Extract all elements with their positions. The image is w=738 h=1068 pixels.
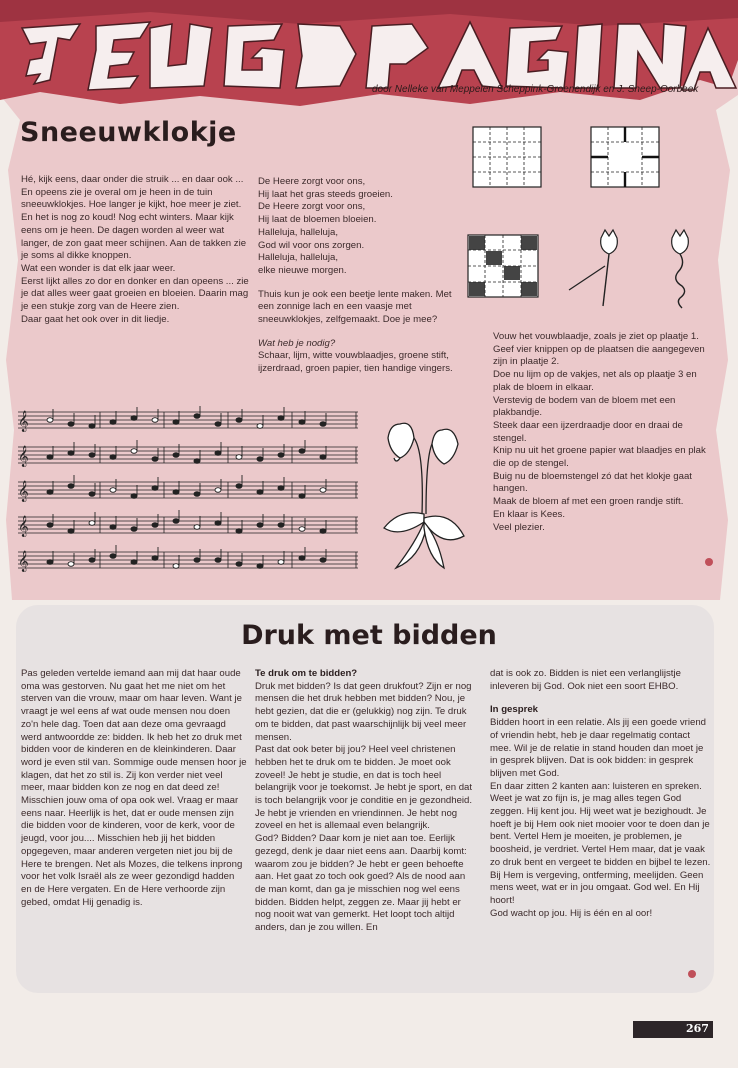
paragraph: Thuis kun je ook een beetje lente maken. Met een zonnige lach en een vaasje met sneeuwklokjes, zelfgemaakt. Doe je mee? <box>258 288 452 326</box>
end-dot <box>705 558 713 566</box>
song-line: Halleluja, halleluja, <box>258 226 338 238</box>
note-head <box>173 453 179 458</box>
paragraph: God wacht op jou. Hij is één en al oor! <box>490 907 653 919</box>
note-head <box>110 455 116 460</box>
flower-stem-diagram-5 <box>660 228 704 310</box>
note-head <box>89 453 95 458</box>
note-head <box>299 420 305 425</box>
fold-diagram-1 <box>472 126 542 188</box>
article2-column-3 <box>490 668 712 920</box>
note-head <box>194 414 200 419</box>
note-head <box>215 422 221 427</box>
note-head <box>215 451 221 456</box>
note-head <box>257 523 263 528</box>
byline: door Nelleke van Meppelen Scheppink-Groenendijk en J. Sneep-Oorbeek <box>372 84 699 95</box>
note-head <box>47 490 53 495</box>
note-head <box>47 455 53 460</box>
flower-stem-diagram-4 <box>565 228 635 310</box>
note-head <box>110 554 116 559</box>
note-head <box>68 529 74 534</box>
instruction: Geef vier knippen op de plaatsen die aangegeven zijn in plaatje 2. <box>493 343 705 368</box>
note-head <box>173 420 179 425</box>
note-head <box>173 564 179 569</box>
note-head <box>89 558 95 563</box>
note-head <box>257 564 263 569</box>
note-head <box>131 449 137 454</box>
note-head <box>89 492 95 497</box>
page-number: 267 <box>686 1022 709 1035</box>
treble-clef: 𝄞 <box>18 481 29 502</box>
paragraph: Hé, kijk eens, daar onder die struik ... en daar ook ... En opeens zie je overal om je heen in de tuin sneeuwklokjes. Hoe langer je kijkt, hoe meer je ziet. En het is nog zo koud! Nog echt winters. Maar kijk eens om je heen. De dagen worden al weer wat langer, de zon gaat meer schijnen. Aan de takken zie je soms al dikke knoppen. <box>21 174 247 262</box>
fold-diagram-3 <box>467 234 539 298</box>
letter-i <box>574 24 602 88</box>
note-head <box>320 488 326 493</box>
note-head <box>68 562 74 567</box>
note-head <box>278 523 284 528</box>
note-head <box>299 449 305 454</box>
note-head <box>194 459 200 464</box>
instruction: Steek daar een ijzerdraadje door en draai de stengel. <box>493 419 683 444</box>
article2-column-1 <box>21 668 247 909</box>
note-head <box>257 424 263 429</box>
note-head <box>89 424 95 429</box>
letter-g <box>224 24 284 88</box>
note-head <box>110 488 116 493</box>
instruction: Vouw het vouwblaadje, zoals je ziet op plaatje 1. <box>493 331 699 342</box>
note-head <box>320 529 326 534</box>
song-line: God wil voor ons zorgen. <box>258 239 365 251</box>
song-line: De Heere zorgt voor ons, <box>258 201 366 213</box>
article1-instructions <box>493 331 715 534</box>
treble-clef: 𝄞 <box>18 411 29 432</box>
needs-label: Wat heb je nodig? <box>258 337 336 349</box>
instruction: En klaar is Kees. <box>493 508 565 520</box>
song-line: elke nieuwe morgen. <box>258 264 347 276</box>
note-head <box>320 558 326 563</box>
note-head <box>299 494 305 499</box>
paragraph: Eerst lijkt alles zo dor en donker en dan opeens ... zie je dat alles weer gaat groeien en bloeien. Daarin mag je een stukje zorg van de Heere zien. <box>21 275 249 313</box>
song-line: Halleluja, halleluja, <box>258 252 338 264</box>
snowdrop-illustration <box>370 418 470 578</box>
note-head <box>152 486 158 491</box>
note-head <box>131 416 137 421</box>
instruction: Doe nu lijm op de vakjes, net als op plaatje 3 en plak de bloem in elkaar. <box>493 369 697 393</box>
note-head <box>152 556 158 561</box>
paragraph: Bidden hoort in een relatie. Als jij een goede vriend of vriendin hebt, heb je daar regelmatig contact mee. Wil je de relatie in stand houden dan moet je in gesprek blijven. Dat is ook bidden: in gesprek blijven met God. <box>490 717 707 779</box>
note-head <box>194 525 200 530</box>
sheet-music <box>16 406 362 582</box>
paragraph: Druk met bidden? Is dat geen drukfout? Zijn er nog mensen die het druk hebben met bidden? Nou, je hebt gezien, dat die er (gelukkig) nog zijn. Te druk om te bidden, dat past waarschijnlijk bij veel meer mensen. <box>255 680 472 743</box>
subheading: Te druk om te bidden? <box>255 668 358 679</box>
note-head <box>110 525 116 530</box>
note-head <box>236 484 242 489</box>
note-head <box>152 457 158 462</box>
note-head <box>236 455 242 460</box>
instruction: Maak de bloem af met een groen randje stift. <box>493 496 684 508</box>
paragraph: Wat een wonder is dat elk jaar weer. <box>21 262 176 274</box>
song-line: Hij laat het gras steeds groeien. <box>258 188 393 200</box>
note-head <box>278 560 284 565</box>
note-head <box>299 556 305 561</box>
note-head <box>68 451 74 456</box>
article1-column-1 <box>21 174 249 326</box>
instruction: Verstevig de bodem van de bloem met een plakbandje. <box>493 394 676 419</box>
note-head <box>257 457 263 462</box>
note-head <box>47 418 53 423</box>
note-head <box>215 488 221 493</box>
note-head <box>236 529 242 534</box>
note-head <box>278 453 284 458</box>
treble-clef: 𝄞 <box>18 551 29 572</box>
note-head <box>152 418 158 423</box>
note-head <box>215 521 221 526</box>
note-head <box>278 486 284 491</box>
end-dot <box>688 970 696 978</box>
note-head <box>173 519 179 524</box>
paragraph: God? Bidden? Daar kom je niet aan toe. Eerlijk gezegd, denk je daar niet eens aan. Daarbij komt: waarom zou je bidden? Je hebt er geen behoefte aan. Het gaat zo toch ook goed? Als de nood aan de man komt, dan ga je misschien nog wel eens bidden. Bidden helpt, zeggen ze. Maar jij hebt er nog nooit wat van gemerkt. Het loopt toch altijd anders, dan je zou willen. En <box>255 833 467 934</box>
instruction: Buig nu de bloemstengel zó dat het klokje gaat hangen. <box>493 470 692 495</box>
paragraph: dat is ook zo. Bidden is niet een verlanglijstje inleveren bij God. Ook niet een soort EHBO. <box>490 668 681 692</box>
header-letters <box>22 22 736 90</box>
note-head <box>68 422 74 427</box>
note-head <box>320 422 326 427</box>
paragraph: En daar zitten 2 kanten aan: luisteren en spreken. Weet je wat zo fijn is, je mag alles tegen God zeggen. Hij kent jou. Hij weet wat je bezighoudt. Je hoeft je bij Hem ook niet mooier voor te doen dan je bent. Vertel Hem je moeiten, je problemen, je boosheid, je verdriet. Vertel Hem maar, dat je vaak zo druk bent en vergeet te bidden en bijbel te lezen. Bij Hem is vergeving, ontferming, meelijden. Geen mens weet, wat er in jou omgaat. God wel. En Hij hoort! <box>490 780 711 906</box>
note-head <box>131 527 137 532</box>
note-head <box>257 490 263 495</box>
note-head <box>110 420 116 425</box>
note-head <box>131 494 137 499</box>
paragraph: Daar gaat het ook over in dit liedje. <box>21 313 170 325</box>
paragraph: Pas geleden vertelde iemand aan mij dat haar oude oma was gestorven. Nu gaat het me niet om het sterven van die vrouw, maar om haar leven. Want je vraagt je wel eens af wat oude mensen nou doen zo'n hele dag. Toen dat aan deze oma gevraagd werd antwoordde ze: bidden. Ik heb het zo druk met bidden voor de kinderen en de kleinkinderen. Daar word je even stil van. Sommige oude mensen hoor je klagen, dat het zo stil is. Zij kon verder niet veel meer, maar bidden kon ze nog en dat deed ze! Misschien jouw oma of opa ook wel. Vraag er maar eens naar. Heerlijk is het, dat er oude mensen zijn die bidden voor de kinderen, voor de kerk, voor de jeugd, voor jou.... Misschien heb jij het bidden opgegeven, maar anderen vergeten niet jou bij de Here te brengen. Net als Mozes, die telkens inprong voor het volk Israël als ze weer gezondigd hadden en de Here vergaten. En de Here verhoorde zijn gebed, omdat Hij genadig is. <box>21 668 247 908</box>
treble-clef: 𝄞 <box>18 446 29 467</box>
subheading: In gesprek <box>490 704 538 716</box>
treble-clef: 𝄞 <box>18 516 29 537</box>
note-head <box>47 523 53 528</box>
fold-diagram-2 <box>590 126 660 188</box>
note-head <box>194 558 200 563</box>
note-head <box>152 523 158 528</box>
note-head <box>299 527 305 532</box>
note-head <box>236 418 242 423</box>
note-head <box>236 562 242 567</box>
article2-column-2 <box>255 668 477 935</box>
note-head <box>320 455 326 460</box>
needs-text: Schaar, lijm, witte vouwblaadjes, groene stift, ijzerdraad, groen papier, tien handige vingers. <box>258 350 453 375</box>
article1-title: Sneeuwklokje <box>20 117 237 148</box>
note-head <box>47 560 53 565</box>
note-head <box>131 560 137 565</box>
note-head <box>68 484 74 489</box>
article2-title: Druk met bidden <box>241 620 497 651</box>
song-line: Hij laat de bloemen bloeien. <box>258 214 377 226</box>
instruction: Knip nu uit het groene papier wat blaadjes en plak die op de stengel. <box>493 445 706 470</box>
instruction: Veel plezier. <box>493 521 545 533</box>
article1-column-2 <box>258 176 470 376</box>
note-head <box>215 558 221 563</box>
paragraph: Past dat ook beter bij jou? Heel veel christenen hebben het te druk om te bidden. Je moet ook zoveel! Je hebt je studie, en dat is toch heel belangrijk voor je toekomst. Je hebt je sport, en dat is toch belangrijk voor je conditie en je gezondheid. Je hebt je vrienden en vriendinnen. Je hebt nog zoveel en het is allemaal even belangrijk. <box>255 744 473 832</box>
note-head <box>89 521 95 526</box>
note-head <box>194 492 200 497</box>
note-head <box>173 490 179 495</box>
note-head <box>278 416 284 421</box>
song-line: De Heere zorgt voor ons, <box>258 176 366 187</box>
